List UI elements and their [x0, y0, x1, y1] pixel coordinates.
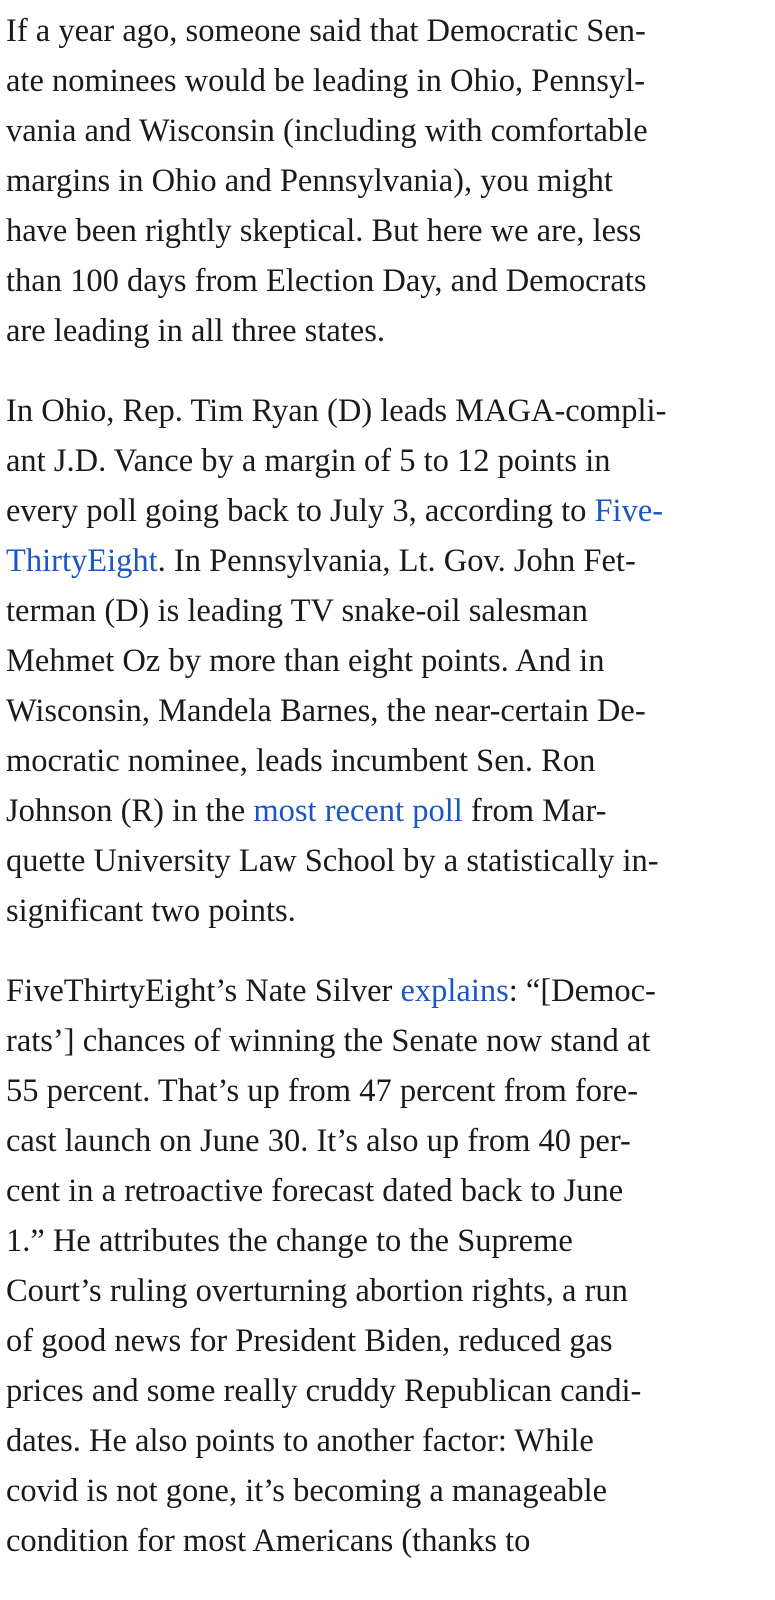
text-line: [6, 966, 758, 1016]
fivethirtyeight-link[interactable]: Five-: [594, 493, 664, 529]
text-line: dates. He also points to another factor: While: [6, 1423, 594, 1459]
text-line: cast launch on June 30. It’s also up from 40 per-: [6, 1123, 631, 1159]
text-line: terman (D) is leading TV snake-oil salesman: [6, 593, 588, 629]
most-recent-poll-link[interactable]: most recent poll: [253, 793, 463, 829]
fivethirtyeight-link-continued[interactable]: ThirtyEight: [6, 543, 158, 579]
text-line: 1.” He attributes the change to the Supreme: [6, 1223, 573, 1259]
text-segment: : “[Democ-: [508, 973, 656, 1009]
text-line: Court’s ruling overturning abortion rights, a run: [6, 1273, 628, 1309]
text-line: [6, 786, 758, 836]
text-line: ate nominees would be leading in Ohio, Pennsyl-: [6, 63, 646, 99]
text-line: In Ohio, Rep. Tim Ryan (D) leads MAGA-compli-: [6, 393, 667, 429]
text-line: cent in a retroactive forecast dated back to June: [6, 1173, 624, 1209]
text-segment: . In Pennsylvania, Lt. Gov. John Fet-: [157, 543, 636, 579]
text-segment: from Mar-: [462, 793, 607, 829]
paragraph-3: [6, 966, 758, 1566]
text-line: mocratic nominee, leads incumbent Sen. Ron: [6, 743, 596, 779]
paragraph-2: [6, 386, 758, 936]
text-line: If a year ago, someone said that Democratic Sen-: [6, 13, 646, 49]
text-segment: FiveThirtyEight’s Nate Silver: [6, 973, 401, 1009]
text-line: have been rightly skeptical. But here we are, less: [6, 213, 642, 249]
text-line: condition for most Americans (thanks to: [6, 1523, 531, 1559]
text-line: ant J.D. Vance by a margin of 5 to 12 points in: [6, 443, 611, 479]
text-segment: every poll going back to July 3, according to: [6, 493, 595, 529]
paragraph-1: [6, 6, 758, 356]
text-line: significant two points.: [6, 893, 296, 929]
text-line: are leading in all three states.: [6, 313, 386, 349]
text-line: than 100 days from Election Day, and Democrats: [6, 263, 647, 299]
text-line: quette University Law School by a statistically in-: [6, 843, 659, 879]
text-line: of good news for President Biden, reduced gas: [6, 1323, 613, 1359]
text-line: [6, 486, 758, 536]
explains-link[interactable]: explains: [400, 973, 509, 1009]
text-line: margins in Ohio and Pennsylvania), you might: [6, 163, 613, 199]
text-line: 55 percent. That’s up from 47 percent from fore-: [6, 1073, 639, 1109]
text-segment: Johnson (R) in the: [6, 793, 254, 829]
text-line: Wisconsin, Mandela Barnes, the near-certain De-: [6, 693, 646, 729]
text-line: vania and Wisconsin (including with comfortable: [6, 113, 648, 149]
text-line: Mehmet Oz by more than eight points. And in: [6, 643, 605, 679]
text-line: rats’] chances of winning the Senate now stand at: [6, 1023, 651, 1059]
text-line: covid is not gone, it’s becoming a manageable: [6, 1473, 608, 1509]
text-line: prices and some really cruddy Republican candi-: [6, 1373, 642, 1409]
text-line: [6, 536, 758, 586]
article-body: [6, 6, 758, 1596]
